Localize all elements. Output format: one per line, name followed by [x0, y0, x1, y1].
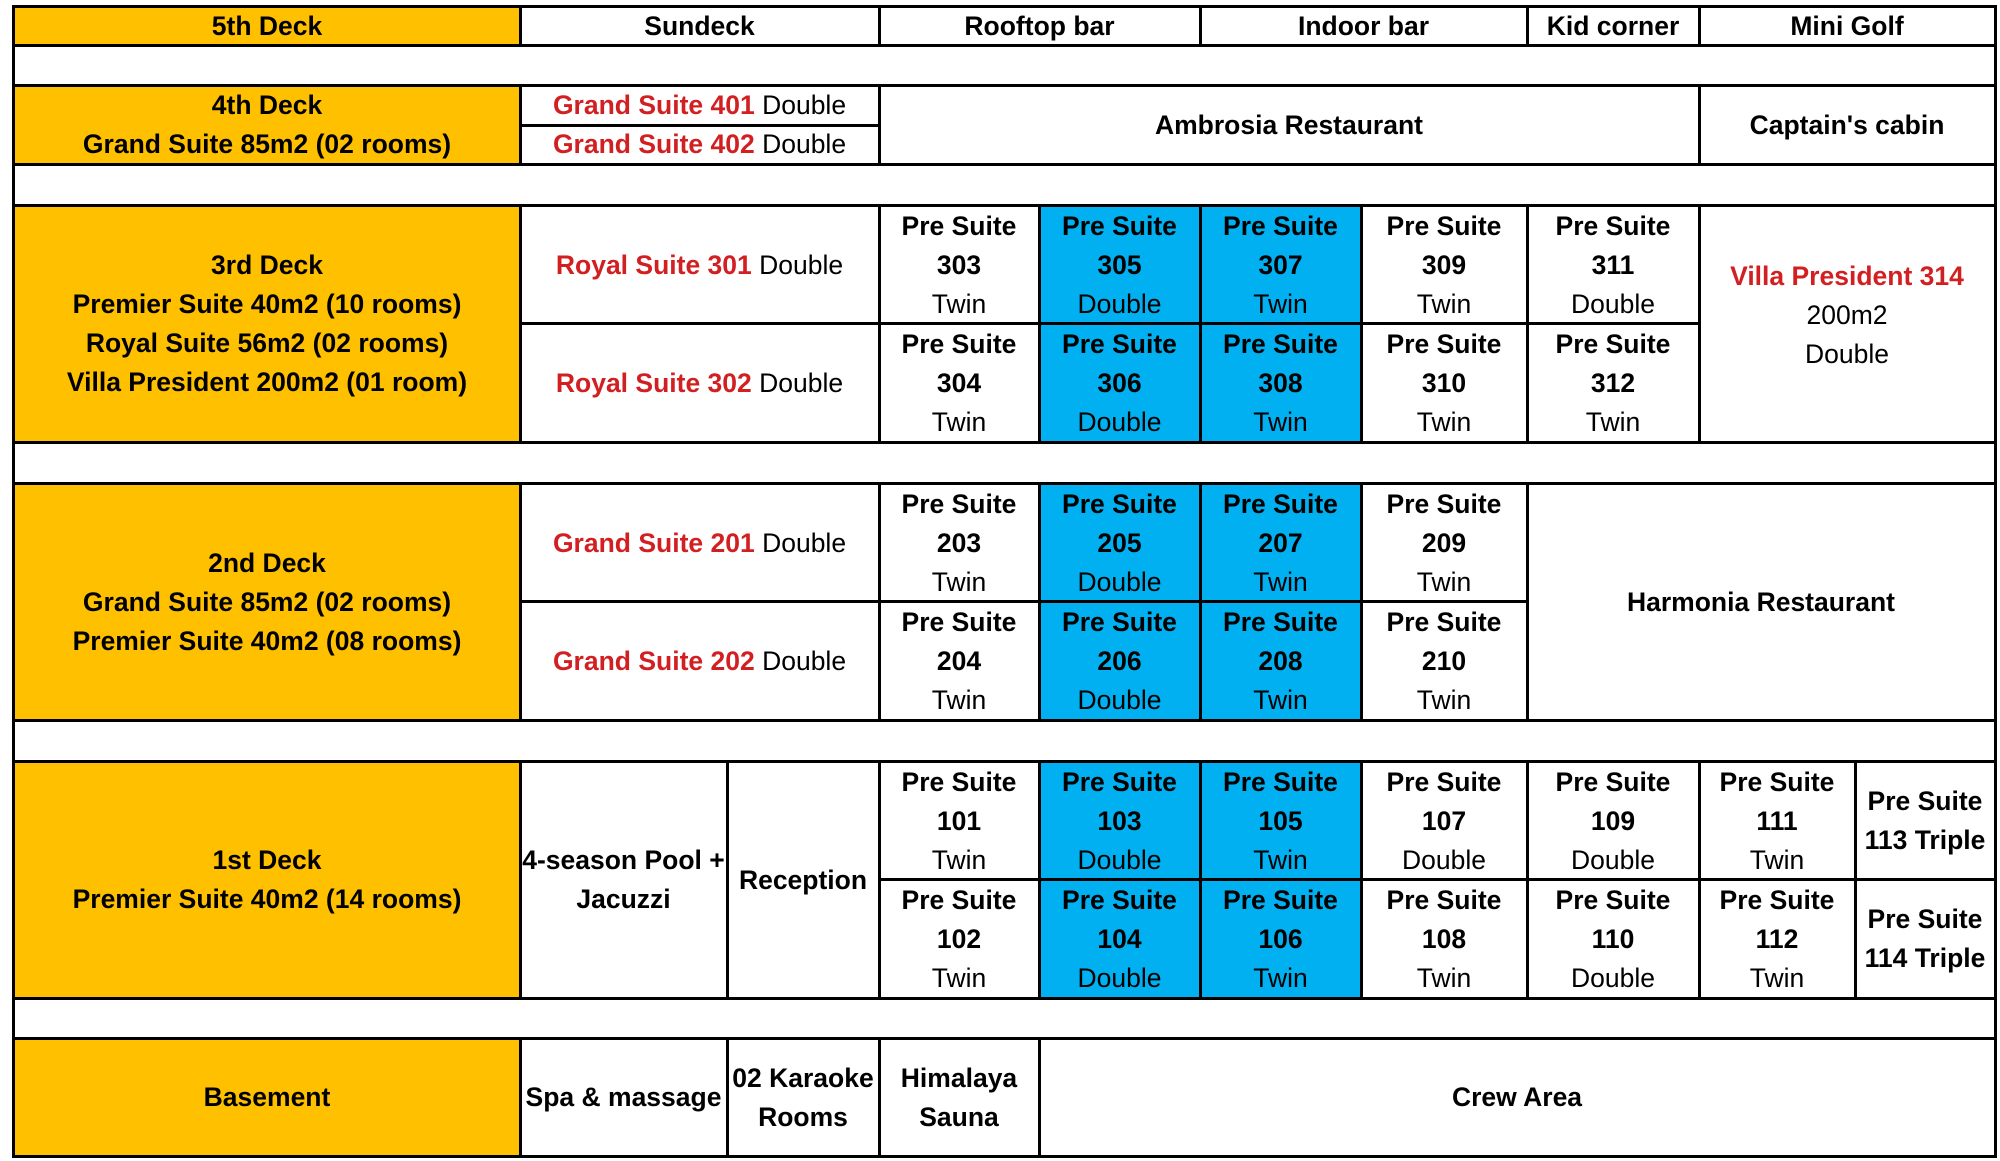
deck4-captains-cabin: Captain's cabin: [1749, 109, 1945, 140]
grid-line: [13, 482, 1997, 485]
suite-cell: Pre Suite 107 Double: [1386, 766, 1502, 875]
deck5-title: 5th Deck: [14, 7, 520, 45]
grid-line: [1038, 482, 1041, 722]
grid-line: [13, 1037, 1997, 1040]
grid-line: [1199, 204, 1202, 444]
basement-sauna: Himalaya Sauna: [900, 1062, 1018, 1132]
suite-cell: Pre Suite 205 Double: [1039, 484, 1200, 602]
grid-line: [12, 5, 15, 1158]
grid-line: [519, 482, 522, 722]
suite-cell: Pre Suite 307 Twin: [1200, 206, 1361, 324]
suite-cell: Pre Suite 312 Twin: [1555, 328, 1671, 437]
suite-cell: Pre Suite 209 Twin: [1386, 488, 1502, 597]
suite-cell: Pre Suite 207 Twin: [1200, 484, 1361, 602]
basement-crew-area: Crew Area: [1451, 1082, 1583, 1112]
deck5-rooftop-bar: Rooftop bar: [964, 10, 1115, 41]
suite-cell: Pre Suite 309 Twin: [1386, 210, 1502, 319]
suite-cell: Pre Suite 101 Twin: [901, 766, 1017, 875]
suite-cell: Pre Suite 106 Twin: [1200, 880, 1361, 998]
grid-line: [1994, 5, 1997, 1158]
grid-line: [878, 760, 881, 1000]
grid-line: [878, 84, 881, 166]
grid-line: [1698, 204, 1701, 444]
deck3-title: 3rd Deck Premier Suite 40m2 (10 rooms) Royal Suite 56m2 (02 rooms) Villa President 200m2 (01 room): [14, 206, 520, 442]
suite-cell: Pre Suite 204 Twin: [901, 606, 1017, 715]
grid-line: [1854, 760, 1857, 1000]
suite-cell: Pre Suite 305 Double: [1039, 206, 1200, 324]
grid-line: [1698, 5, 1701, 47]
deck5-indoor-bar: Indoor bar: [1297, 10, 1430, 41]
deck2-grand-suite-202: Grand Suite 202 Double: [552, 645, 847, 676]
grid-line: [1526, 5, 1529, 47]
grid-line: [1038, 760, 1041, 1000]
grid-line: [1199, 760, 1202, 1000]
deck4-title: 4th Deck Grand Suite 85m2 (02 rooms): [14, 86, 520, 164]
grid-line: [519, 322, 1700, 325]
suite-cell: Pre Suite 306 Double: [1039, 324, 1200, 442]
suite-cell: Pre Suite 210 Twin: [1386, 606, 1502, 715]
grid-line: [1698, 84, 1701, 166]
suite-cell: Pre Suite 108 Twin: [1386, 884, 1502, 993]
suite-cell: Pre Suite 112 Twin: [1719, 884, 1835, 993]
grid-line: [1698, 760, 1701, 1000]
suite-cell: Pre Suite 103 Double: [1039, 762, 1200, 880]
grid-line: [1526, 482, 1529, 722]
deck3-royal-suite-302: Royal Suite 302 Double: [555, 367, 844, 398]
suite-cell: Pre Suite 304 Twin: [901, 328, 1017, 437]
suite-cell: Pre Suite 311 Double: [1555, 210, 1671, 319]
suite-cell: Pre Suite 102 Twin: [901, 884, 1017, 993]
grid-line: [1526, 760, 1529, 1000]
basement-title: Basement: [14, 1039, 520, 1156]
grid-line: [519, 124, 880, 127]
grid-line: [878, 878, 1997, 881]
suite-cell: Pre Suite 105 Twin: [1200, 762, 1361, 880]
grid-line: [1199, 5, 1202, 47]
deck1-reception: Reception: [738, 864, 868, 895]
grid-line: [519, 600, 1528, 603]
grid-line: [519, 1037, 522, 1158]
basement-spa: Spa & massage: [525, 1082, 722, 1112]
suite-cell: Pre Suite 109 Double: [1555, 766, 1671, 875]
suite-cell: Pre Suite 208 Twin: [1200, 602, 1361, 720]
deck1-pool-jacuzzi: 4-season Pool + Jacuzzi: [522, 845, 725, 914]
grid-line: [878, 1037, 881, 1158]
deck2-title: 2nd Deck Grand Suite 85m2 (02 rooms) Premier Suite 40m2 (08 rooms): [14, 484, 520, 720]
grid-line: [1360, 204, 1363, 444]
grid-line: [1199, 482, 1202, 722]
suite-cell: Pre Suite 206 Double: [1039, 602, 1200, 720]
deck2-harmonia-restaurant: Harmonia Restaurant: [1626, 586, 1895, 617]
deck5-mini-golf: Mini Golf: [1790, 10, 1904, 41]
deck3-villa-president: Villa President 314 200m2 Double: [1730, 261, 1964, 369]
deck3-royal-suite-301: Royal Suite 301 Double: [555, 249, 844, 280]
deck2-grand-suite-201: Grand Suite 201 Double: [552, 527, 847, 558]
suite-cell: Pre Suite 113 Triple: [1864, 786, 1986, 855]
grid-line: [13, 719, 1997, 722]
deck4-ambrosia-restaurant: Ambrosia Restaurant: [1154, 109, 1423, 140]
grid-line: [1360, 760, 1363, 1000]
grid-line: [878, 482, 881, 722]
grid-line: [13, 1155, 1997, 1158]
grid-line: [519, 760, 522, 1000]
grid-line: [1360, 482, 1363, 722]
grid-line: [519, 84, 522, 166]
suite-cell: Pre Suite 310 Twin: [1386, 328, 1502, 437]
deck5-kid-corner: Kid corner: [1546, 10, 1680, 41]
grid-line: [1526, 204, 1529, 444]
grid-line: [1038, 1037, 1041, 1158]
suite-cell: Pre Suite 104 Double: [1039, 880, 1200, 998]
grid-line: [726, 1037, 729, 1158]
deck4-grand-suite-402: Grand Suite 402 Double: [552, 129, 847, 159]
suite-cell: Pre Suite 111 Twin: [1719, 766, 1835, 875]
grid-line: [878, 204, 881, 444]
suite-cell: Pre Suite 308 Twin: [1200, 324, 1361, 442]
grid-line: [726, 760, 729, 1000]
grid-line: [1038, 204, 1041, 444]
suite-cell: Pre Suite 110 Double: [1555, 884, 1671, 993]
deck1-title: 1st Deck Premier Suite 40m2 (14 rooms): [14, 762, 520, 998]
grid-line: [519, 5, 522, 47]
grid-line: [878, 5, 881, 47]
suite-cell: Pre Suite 303 Twin: [901, 210, 1017, 319]
suite-cell: Pre Suite 203 Twin: [901, 488, 1017, 597]
deck4-grand-suite-401: Grand Suite 401 Double: [552, 90, 847, 120]
basement-karaoke: 02 Karaoke Rooms: [732, 1062, 874, 1132]
grid-line: [519, 204, 522, 444]
deck5-sundeck: Sundeck: [644, 10, 755, 41]
suite-cell: Pre Suite 114 Triple: [1864, 904, 1986, 973]
